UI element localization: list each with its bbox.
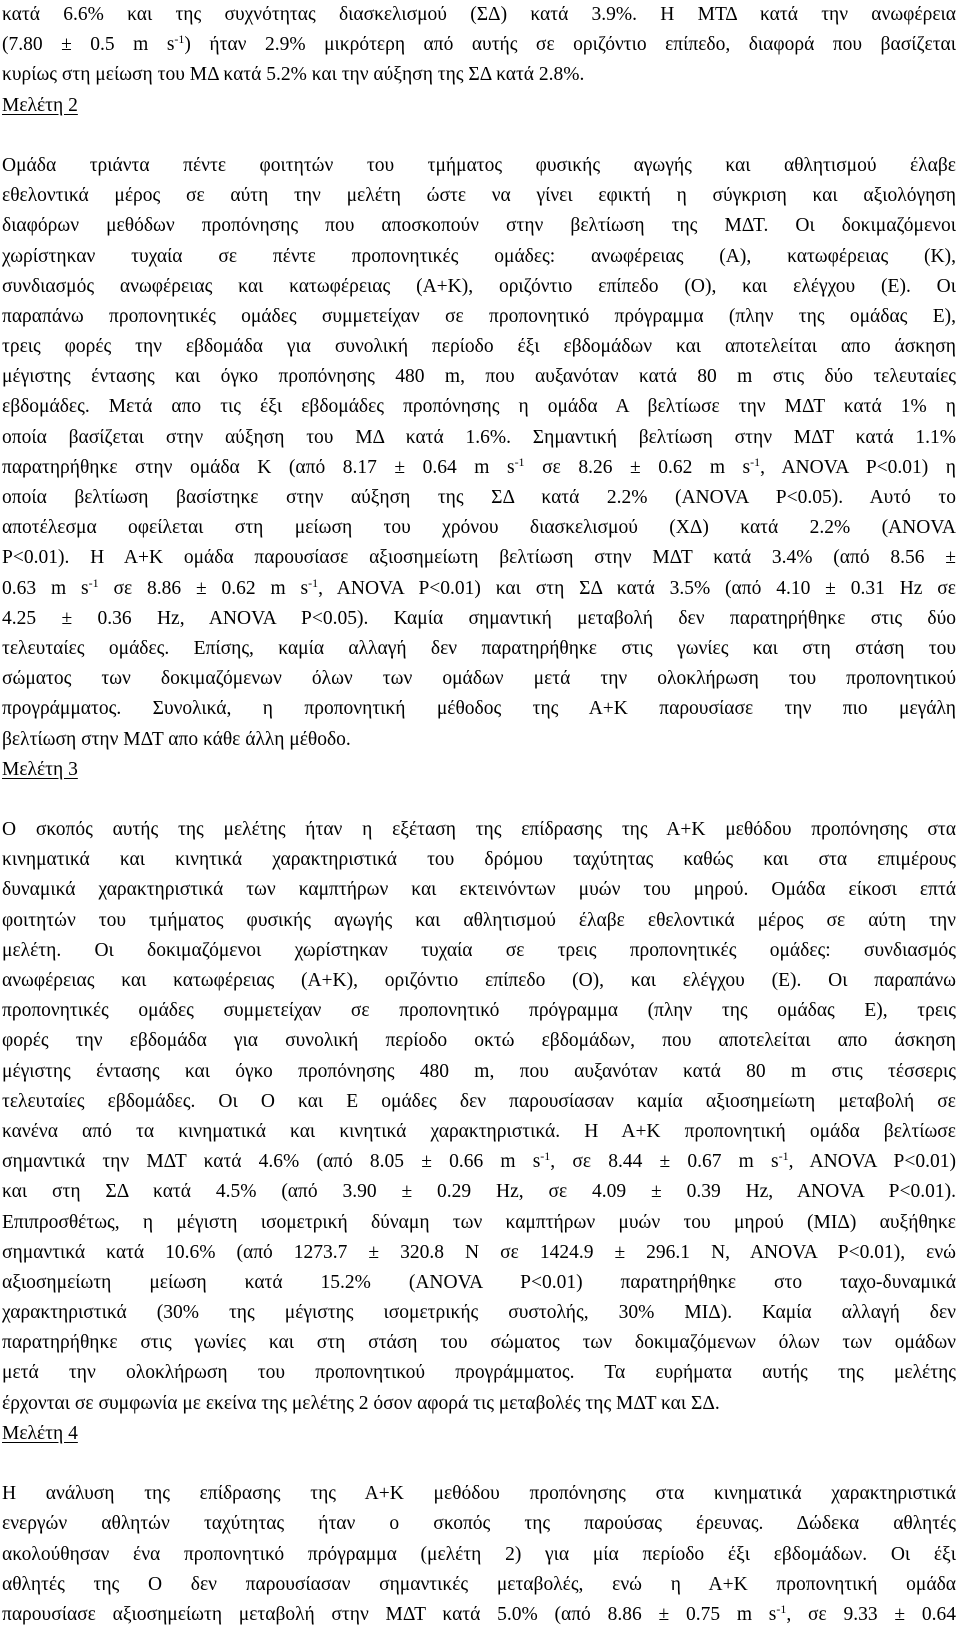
document-page	[2, 0, 956, 1630]
text-line	[2, 1208, 956, 1238]
text-line	[2, 1238, 956, 1268]
text-segment: διαφόρων μεθόδων προπόνησης που αποσκοπούν στην βελτίωση της ΜΔΤ. Οι δοκιμαζόμενοι	[2, 215, 956, 237]
paragraph-gap	[2, 121, 956, 151]
text-line	[2, 694, 956, 724]
text-line	[2, 151, 956, 181]
text-line	[2, 392, 956, 422]
text-line	[2, 1358, 956, 1388]
text-segment: (7.80 ± 0.5 m s	[2, 34, 175, 56]
superscript: -1	[88, 575, 99, 590]
text-segment: ακολούθησαν ένα προπονητικό πρόγραμμα (μελέτη 2) για μία περίοδο έξι εβδομάδων. Οι έξι	[2, 1543, 956, 1565]
text-segment: παρουσίασε αξιοσημείωτη μεταβολή στην ΜΔΤ κατά 5.0% (από 8.86 ± 0.75 m s	[2, 1603, 777, 1625]
text-segment: προπονητικές ομάδες συμμετείχαν σε προπονητικό πρόγραμμα (πλην της ομάδας Ε), τρεις	[2, 1000, 956, 1022]
text-segment: βελτίωση στην ΜΔΤ απο κάθε άλλη μέθοδο.	[2, 728, 351, 750]
superscript: -1	[174, 32, 185, 47]
text-line	[2, 1268, 956, 1298]
section-heading	[2, 91, 956, 121]
text-line	[2, 272, 956, 302]
text-line	[2, 423, 956, 453]
superscript: -1	[514, 454, 525, 469]
text-segment: Ομάδα τριάντα πέντε φοιτητών του τμήματος φυσικής αγωγής και αθλητισμού έλαβε	[2, 154, 956, 176]
text-line	[2, 1087, 956, 1117]
text-line	[2, 966, 956, 996]
text-segment: ανωφέρειας και κατωφέρειας (Α+Κ), οριζόντιο επίπεδο (Ο), και ελέγχου (Ε). Οι παραπάνω	[2, 970, 956, 991]
text-segment: αξιοσημείωτη μείωση κατά 15.2% (ANOVA P<0.01) παρατηρήθηκε στο ταχο-δυναμικά	[2, 1271, 956, 1293]
text-segment: τελευταίες ομάδες. Επίσης, καμία αλλαγή δεν παρατηρήθηκε στις γωνίες και στη στάση του	[2, 637, 956, 659]
text-segment: μελέτη. Οι δοκιμαζόμενοι χωρίστηκαν τυχαία σε τρεις προπονητικές ομάδες: συνδιασμός	[2, 939, 956, 961]
text-segment: και στη ΣΔ κατά 4.5% (από 3.90 ± 0.29 Hz, σε 4.09 ± 0.39 Hz, ANOVA P<0.01).	[2, 1181, 956, 1203]
text-segment: δυναμικά χαρακτηριστικά των καμπτήρων και εκτεινόντων μυών του μηρού. Ομάδα είκοσι επτά	[2, 879, 956, 901]
text-segment: , σε 9.33 ± 0.64	[786, 1603, 957, 1625]
text-segment: σώματος των δοκιμαζόμενων όλων των ομάδων μετά την ολοκλήρωση του προπονητικού	[2, 668, 956, 690]
superscript: -1	[776, 1601, 787, 1616]
text-line	[2, 906, 956, 936]
text-line	[2, 815, 956, 845]
text-segment: 4.25 ± 0.36 Hz, ANOVA P<0.05). Καμία σημαντική μεταβολή δεν παρατηρήθηκε στις δύο	[2, 607, 956, 629]
text-segment: Η ανάλυση της επίδρασης της Α+Κ μεθόδου προπόνησης στα κινηματικά χαρακτηριστικά	[2, 1483, 956, 1505]
text-line	[2, 845, 956, 875]
text-segment: εβδομάδες. Μετά απο τις έξι εβδομάδες προπόνησης η ομάδα Α βελτίωσε την ΜΔΤ κατά 1% η	[2, 396, 956, 418]
text-line	[2, 1389, 956, 1419]
text-segment: εθελοντικά μέρος σε αύτη την μελέτη ώστε να γίνει εφικτή η σύγκριση και αξιολόγηση	[2, 185, 956, 207]
text-line	[2, 634, 956, 664]
text-segment: κυρίως στη μείωση του ΜΔ κατά 5.2% και την αύξηση της ΣΔ κατά 2.8%.	[2, 64, 585, 86]
text-segment: χαρακτηριστικά (30% της μέγιστης ισομετρικής συστολής, 30% ΜΙΔ). Καμία αλλαγή δεν	[2, 1302, 956, 1324]
text-segment: τρεις φορές την εβδομάδα για συνολική περίοδο έξι εβδομάδων και αποτελείται απο άσκηση	[2, 336, 956, 358]
superscript: -1	[540, 1149, 551, 1164]
text-segment: , ANOVA P<0.01)	[788, 1151, 956, 1173]
text-segment: Επιπροσθέτως, η μέγιστη ισομετρική δύναμη των καμπτήρων μυών του μηρού (ΜΙΔ) αυξήθηκε	[2, 1211, 956, 1233]
text-line	[2, 513, 956, 543]
text-line	[2, 574, 956, 604]
text-line	[2, 302, 956, 332]
superscript: -1	[750, 454, 761, 469]
text-line	[2, 1509, 956, 1539]
text-segment: παρατηρήθηκε στις γωνίες και στη στάση του σώματος των δοκιμαζόμενων όλων των ομάδων	[2, 1332, 956, 1354]
text-line	[2, 30, 956, 60]
text-segment: παραπάνω προπονητικές ομάδες συμμετείχαν σε προπονητικό πρόγραμμα (πλην της ομάδας Ε),	[2, 305, 956, 327]
text-segment: χωρίστηκαν τυχαία σε πέντε προπονητικές ομάδες: ανωφέρειας (Α), κατωφέρειας (Κ),	[2, 245, 956, 267]
text-line	[2, 1479, 956, 1509]
paragraph-gap	[2, 785, 956, 815]
text-line	[2, 543, 956, 573]
text-segment: Μελέτη 2	[2, 94, 78, 116]
text-segment: σε 8.26 ± 0.62 m s	[524, 456, 751, 478]
text-segment: μέγιστης έντασης και όγκο προπόνησης 480 m, που αυξανόταν κατά 80 m στις δύο τελευταίες	[2, 366, 956, 388]
text-segment: συνδιασμός ανωφέρειας και κατωφέρειας (Α+Κ), οριζόντιο επίπεδο (Ο), και ελέγχου (Ε). Οι	[2, 275, 956, 297]
text-line	[2, 211, 956, 241]
text-segment: , ANOVA P<0.01) και στη ΣΔ κατά 3.5% (από 4.10 ± 0.31 Hz σε	[318, 577, 956, 599]
text-segment: , σε 8.44 ± 0.67 m s	[550, 1151, 779, 1173]
text-line	[2, 1057, 956, 1087]
text-line	[2, 1117, 956, 1147]
text-line	[2, 0, 956, 30]
text-line	[2, 362, 956, 392]
superscript: -1	[778, 1149, 789, 1164]
text-segment: ενεργών αθλητών ταχύτητας ήταν ο σκοπός της παρούσας έρευνας. Δώδεκα αθλητές	[2, 1513, 956, 1535]
text-line	[2, 1540, 956, 1570]
text-segment: Μελέτη 3	[2, 758, 78, 780]
text-line	[2, 604, 956, 634]
text-segment: παρατηρήθηκε στην ομάδα Κ (από 8.17 ± 0.64 m s	[2, 456, 515, 478]
text-segment: σημαντικά κατά 10.6% (από 1273.7 ± 320.8 N σε 1424.9 ± 296.1 N, ANOVA P<0.01), ενώ	[2, 1241, 956, 1263]
text-segment: οποία βασίζεται στην αύξηση του ΜΔ κατά 1.6%. Σημαντική βελτίωση στην ΜΔΤ κατά 1.1%	[2, 426, 956, 448]
text-line	[2, 996, 956, 1026]
text-line	[2, 725, 956, 755]
text-line	[2, 1026, 956, 1056]
text-segment: ) ήταν 2.9% μικρότερη από αυτής σε οριζόντιο επίπεδο, διαφορά που βασίζεται	[184, 34, 957, 56]
text-segment: 0.63 m s	[2, 577, 89, 599]
text-line	[2, 483, 956, 513]
text-segment: P<0.01). Η Α+Κ ομάδα παρουσίασε αξιοσημείωτη βελτίωση στην ΜΔΤ κατά 3.4% (από 8.56 ±	[2, 547, 956, 569]
text-line	[2, 875, 956, 905]
text-segment: Ο σκοπός αυτής της μελέτης ήταν η εξέταση της επίδρασης της Α+Κ μεθόδου προπόνησης στα	[2, 819, 956, 841]
text-segment: σημαντικά την ΜΔΤ κατά 4.6% (από 8.05 ± 0.66 m s	[2, 1151, 541, 1173]
section-heading	[2, 755, 956, 785]
section-heading	[2, 1419, 956, 1449]
text-segment: μετά την ολοκλήρωση του προπονητικού προγράμματος. Τα ευρήματα αυτής της μελέτης	[2, 1362, 956, 1384]
text-segment: οποία βελτίωση βασίστηκε στην αύξηση της ΣΔ κατά 2.2% (ANOVA P<0.05). Αυτό το	[2, 487, 956, 508]
text-line	[2, 1147, 956, 1177]
text-line	[2, 453, 956, 483]
text-segment: κινηματικά και κινητικά χαρακτηριστικά του δρόμου ταχύτητας καθώς και στα επιμέρους	[2, 849, 956, 871]
text-segment: προγράμματος. Συνολικά, η προπονητική μέθοδος της Α+Κ παρουσίασε την πιο μεγάλη	[2, 698, 956, 720]
text-line	[2, 242, 956, 272]
text-segment: μέγιστης έντασης και όγκο προπόνησης 480 m, που αυξανόταν κατά 80 m στις τέσσερις	[2, 1060, 956, 1082]
text-segment: κατά 6.6% και της συχνότητας διασκελισμού (ΣΔ) κατά 3.9%. Η ΜΤΔ κατά την ανωφέρεια	[2, 4, 956, 25]
superscript: -1	[308, 575, 319, 590]
text-line	[2, 1328, 956, 1358]
text-segment: κανένα από τα κινηματικά και κινητικά χαρακτηριστικά. Η Α+Κ προπονητική ομάδα βελτίωσε	[2, 1120, 956, 1142]
text-segment: αθλητές της Ο δεν παρουσίασαν σημαντικές μεταβολές, ενώ η Α+Κ προπονητική ομάδα	[2, 1573, 956, 1595]
text-segment: τελευταίες εβδομάδες. Οι Ο και Ε ομάδες δεν παρουσίασαν καμία αξιοσημείωτη μεταβολή σε	[2, 1090, 956, 1112]
text-line	[2, 60, 956, 90]
text-line	[2, 181, 956, 211]
text-segment: Μελέτη 4	[2, 1422, 78, 1444]
text-line	[2, 1298, 956, 1328]
text-line	[2, 332, 956, 362]
text-line	[2, 664, 956, 694]
text-segment: φορές την εβδομάδα για συνολική περίοδο οκτώ εβδομάδων, που αποτελείται απο άσκηση	[2, 1030, 956, 1052]
paragraph-gap	[2, 1449, 956, 1479]
text-segment: αποτέλεσμα οφείλεται στη μείωση του χρόνου διασκελισμού (ΧΔ) κατά 2.2% (ANOVA	[2, 517, 956, 539]
text-segment: σε 8.86 ± 0.62 m s	[98, 577, 309, 599]
text-segment: φοιτητών του τμήματος φυσικής αγωγής και αθλητισμού έλαβε εθελοντικά μέρος σε αύτη την	[2, 909, 956, 931]
text-line	[2, 1177, 956, 1207]
text-segment: , ANOVA P<0.01) η	[760, 456, 957, 478]
text-line	[2, 1600, 956, 1630]
text-line	[2, 1570, 956, 1600]
text-line	[2, 936, 956, 966]
text-segment: έρχονται σε συμφωνία με εκείνα της μελέτης 2 όσον αφορά τις μεταβολές της ΜΔΤ και ΣΔ.	[2, 1392, 720, 1414]
